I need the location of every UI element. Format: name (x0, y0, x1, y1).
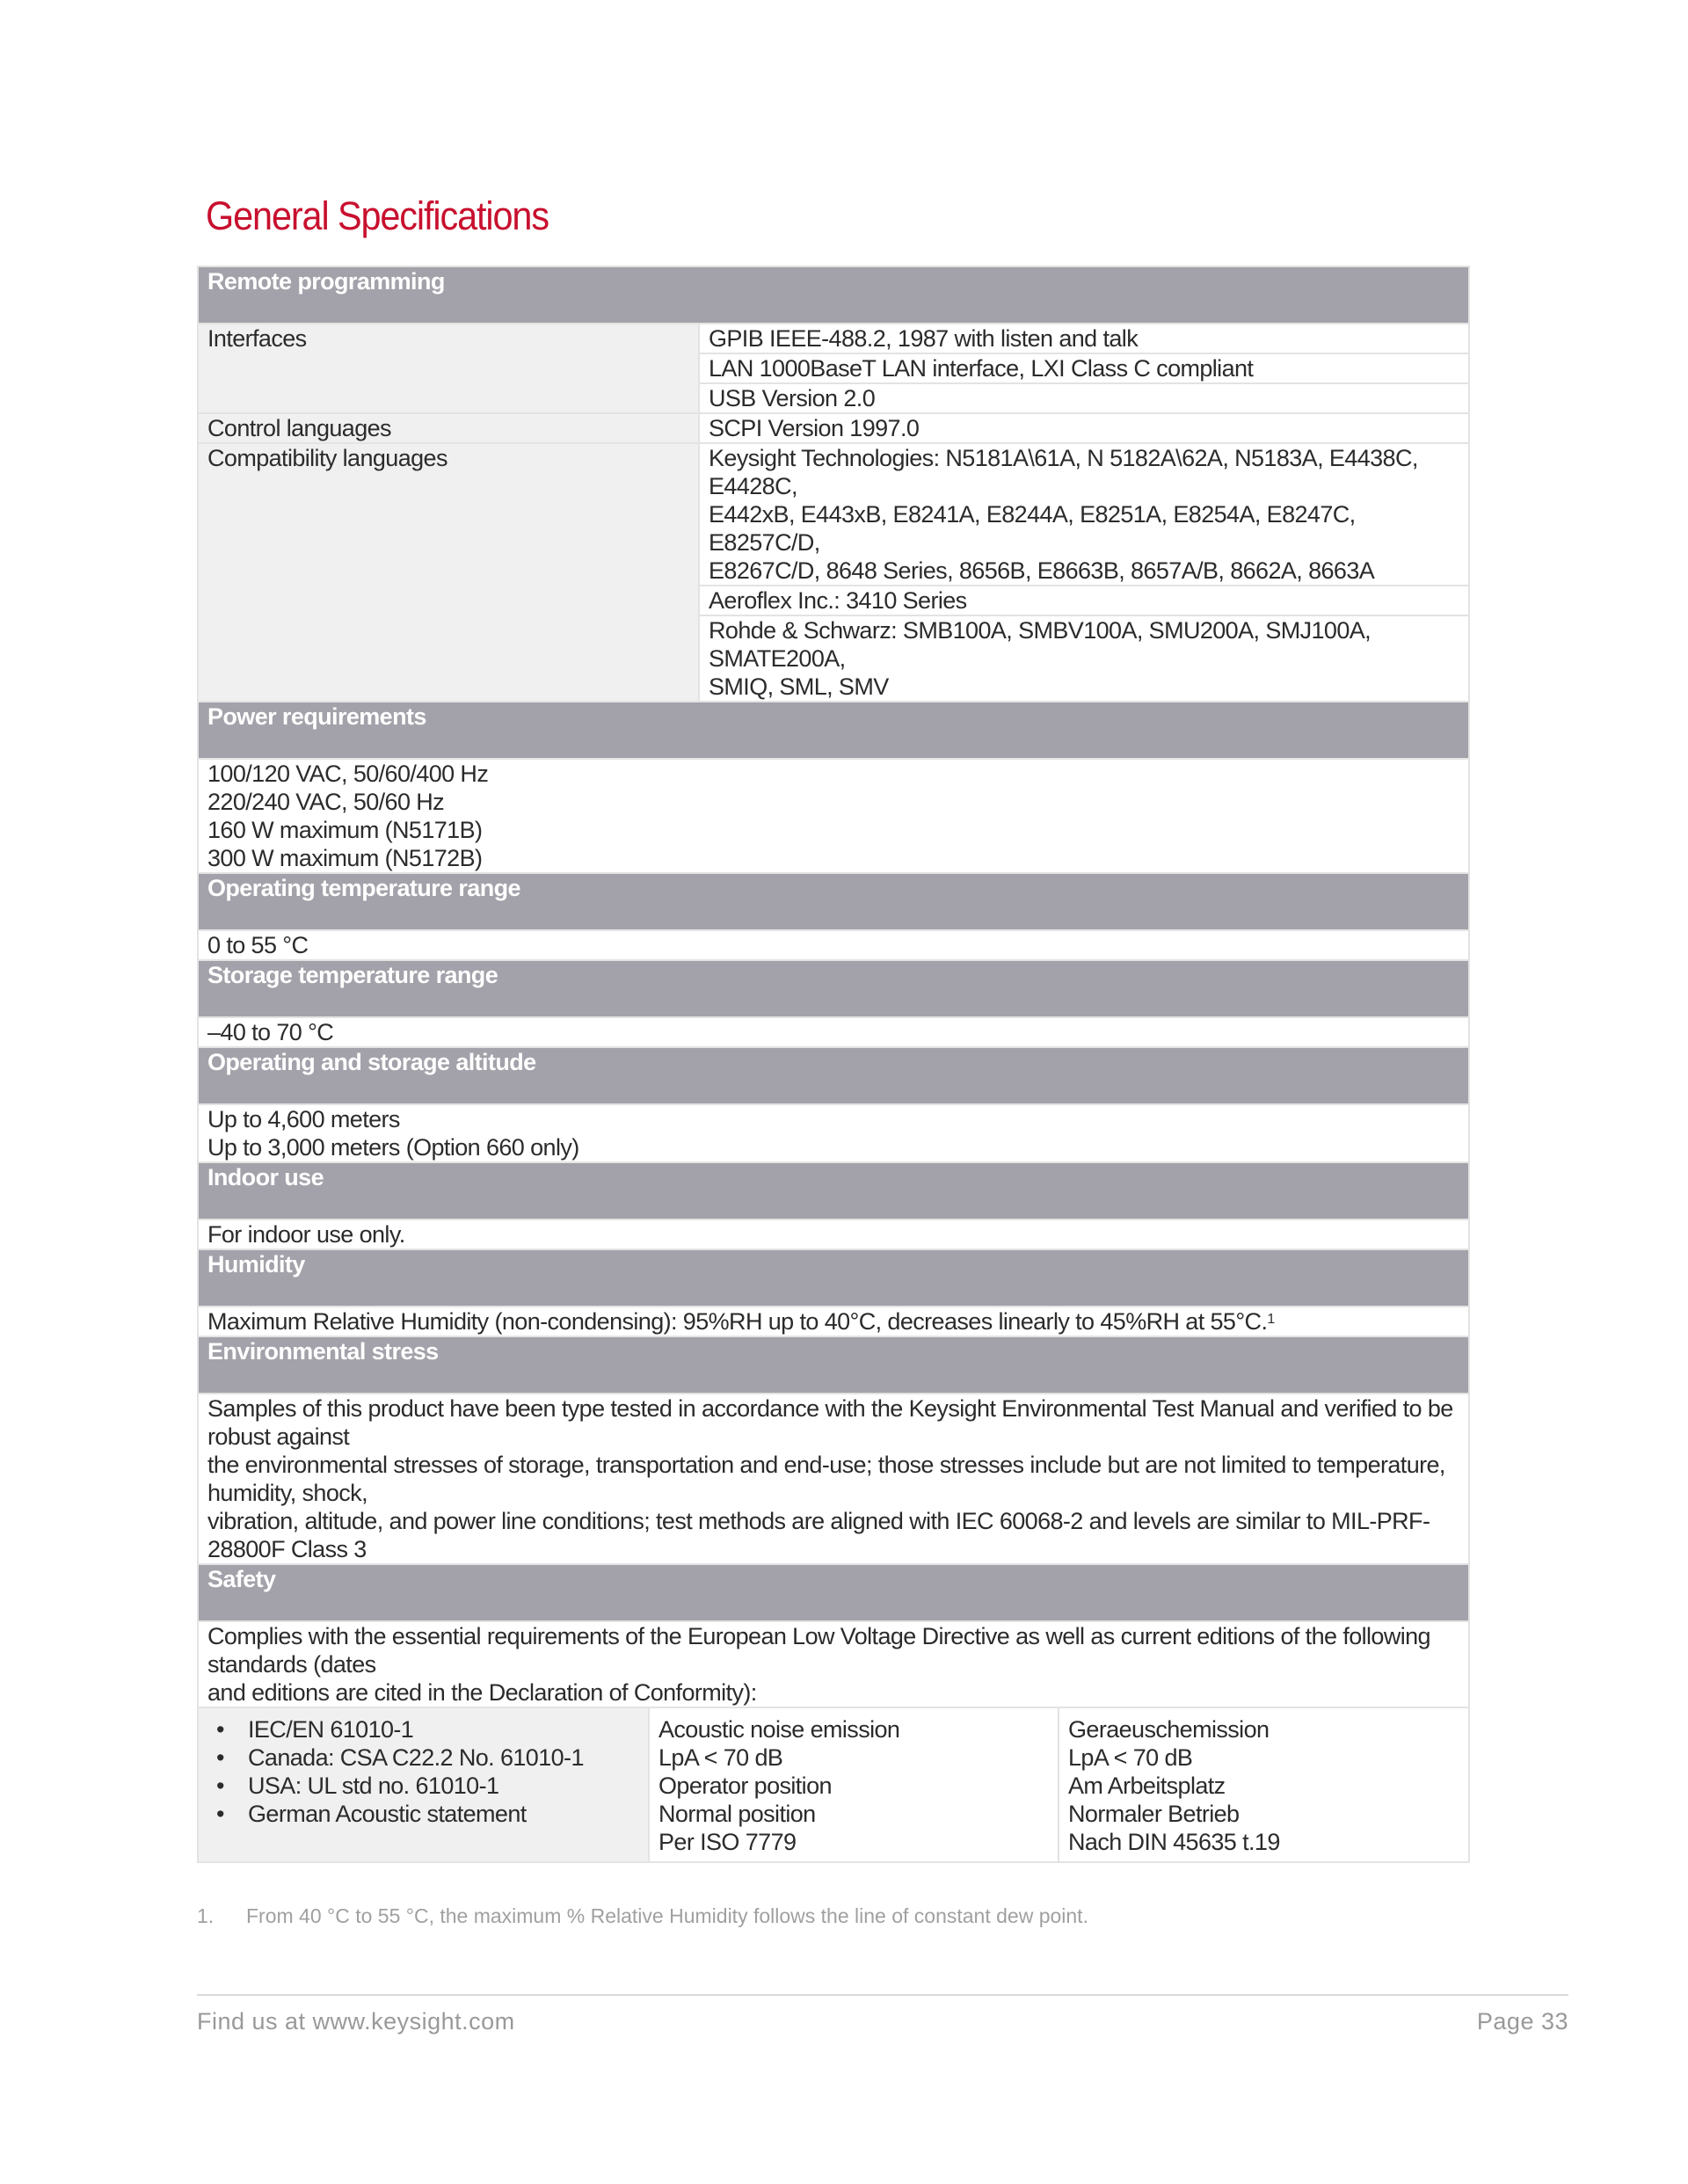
acoustic-german-cell (1059, 1708, 1470, 1861)
compat-aeroflex: Aeroflex Inc.: 3410 Series (699, 586, 1469, 615)
power-requirements-value (198, 759, 1469, 873)
section-header-storage-temperature (198, 960, 1469, 1017)
footnote-number: 1. (197, 1904, 215, 1927)
humidity-value (198, 1307, 1469, 1336)
interfaces-label: Interfaces (198, 324, 699, 413)
section-title: Operating and storage altitude (198, 1047, 1469, 1104)
acoustic-line: LpA < 70 dB (658, 1744, 783, 1771)
section-header-remote-programming (198, 266, 1469, 324)
standards-list (207, 1715, 639, 1828)
section-header-power (198, 702, 1469, 759)
footnote (197, 1904, 1088, 1928)
interface-usb: USB Version 2.0 (699, 383, 1469, 413)
compat-rs-line: SMIQ, SML, SMV (709, 673, 889, 700)
section-title: Operating temperature range (198, 873, 1469, 930)
power-line: 300 W maximum (N5172B) (207, 845, 483, 871)
environmental-stress-value (198, 1394, 1469, 1564)
list-item: • German Acoustic statement (239, 1800, 639, 1828)
compat-keysight-line: Keysight Technologies: N5181A\61A, N 5182A\62A, N5183A, E4438C, E4428C, (709, 445, 1418, 499)
compat-keysight (699, 443, 1469, 586)
env-stress-line: the environmental stresses of storage, transportation and end-use; those stresses include but are not limited to temperature, humidity, shock, (207, 1452, 1445, 1506)
env-stress-line: vibration, altitude, and power line conditions; test methods are aligned with IEC 60068-2 and levels are similar to MIL-PRF-28800F Class 3 (207, 1508, 1430, 1562)
acoustic-line: Normal position (658, 1801, 816, 1827)
section-header-indoor-use (198, 1162, 1469, 1219)
interface-gpib: GPIB IEEE-488.2, 1987 with listen and talk (699, 324, 1469, 353)
footer-divider (197, 1994, 1568, 1996)
indoor-use-value: For indoor use only. (198, 1219, 1469, 1249)
section-title: Remote programming (198, 266, 1469, 324)
list-item: • USA: UL std no. 61010-1 (239, 1772, 639, 1800)
altitude-value (198, 1104, 1469, 1162)
humidity-text: Maximum Relative Humidity (non-condensing): 95%RH up to 40°C, decreases linearly to 45%RH at 55°C. (207, 1308, 1268, 1335)
acoustic-line: Acoustic noise emission (658, 1716, 900, 1743)
section-title: Humidity (198, 1249, 1469, 1307)
safety-standards-grid (198, 1707, 1469, 1862)
footnote-ref: 1 (1267, 1312, 1275, 1327)
page-title: General Specifications (206, 193, 549, 238)
altitude-line: Up to 4,600 meters (207, 1106, 400, 1132)
standards-list-cell (199, 1708, 649, 1861)
section-title: Safety (198, 1564, 1469, 1621)
section-title: Indoor use (198, 1162, 1469, 1219)
section-header-operating-temperature (198, 873, 1469, 930)
compat-rohde-schwarz (699, 615, 1469, 702)
list-item: • Canada: CSA C22.2 No. 61010-1 (239, 1744, 639, 1772)
section-header-altitude (198, 1047, 1469, 1104)
acoustic-line: Operator position (658, 1773, 832, 1799)
safety-intro-line: and editions are cited in the Declaration of Conformity): (207, 1679, 757, 1706)
section-header-environmental-stress (198, 1336, 1469, 1394)
section-title: Power requirements (198, 702, 1469, 759)
storage-temperature-value: –40 to 70 °C (198, 1017, 1469, 1047)
acoustic-line: Nach DIN 45635 t.19 (1068, 1829, 1280, 1855)
section-header-safety (198, 1564, 1469, 1621)
operating-temperature-value: 0 to 55 °C (198, 930, 1469, 960)
altitude-line: Up to 3,000 meters (Option 660 only) (207, 1134, 579, 1161)
power-line: 100/120 VAC, 50/60/400 Hz (207, 761, 489, 787)
list-item: • IEC/EN 61010-1 (239, 1715, 639, 1744)
acoustic-line: Am Arbeitsplatz (1068, 1773, 1226, 1799)
interface-lan: LAN 1000BaseT LAN interface, LXI Class C compliant (699, 353, 1469, 383)
acoustic-english-cell (649, 1708, 1059, 1861)
footnote-text: From 40 °C to 55 °C, the maximum % Relative Humidity follows the line of constant dew point. (246, 1904, 1088, 1927)
compat-keysight-line: E442xB, E443xB, E8241A, E8244A, E8251A, E8254A, E8247C, E8257C/D, (709, 501, 1356, 556)
compatibility-languages-label: Compatibility languages (198, 443, 699, 702)
safety-intro (198, 1621, 1469, 1707)
control-languages-value: SCPI Version 1997.0 (699, 413, 1469, 443)
control-languages-label: Control languages (198, 413, 699, 443)
compat-keysight-line: E8267C/D, 8648 Series, 8656B, E8663B, 8657A/B, 8662A, 8663A (709, 557, 1375, 584)
acoustic-line: LpA < 70 dB (1068, 1744, 1193, 1771)
section-title: Environmental stress (198, 1336, 1469, 1394)
compat-rs-line: Rohde & Schwarz: SMB100A, SMBV100A, SMU200A, SMJ100A, SMATE200A, (709, 617, 1372, 672)
env-stress-line: Samples of this product have been type tested in accordance with the Keysight Environmental Test Manual and verified to be robust against (207, 1395, 1453, 1450)
spec-table (197, 266, 1470, 1863)
footer-page-number: Page 33 (1476, 2008, 1568, 2035)
acoustic-line: Normaler Betrieb (1068, 1801, 1240, 1827)
section-header-humidity (198, 1249, 1469, 1307)
section-title: Storage temperature range (198, 960, 1469, 1017)
acoustic-line: Per ISO 7779 (658, 1829, 797, 1855)
power-line: 160 W maximum (N5171B) (207, 817, 483, 843)
power-line: 220/240 VAC, 50/60 Hz (207, 789, 445, 815)
safety-intro-line: Complies with the essential requirements of the European Low Voltage Directive as well as current editions of the following standards (dates (207, 1623, 1430, 1678)
footer-website: Find us at www.keysight.com (197, 2008, 515, 2035)
acoustic-line: Geraeuschemission (1068, 1716, 1270, 1743)
